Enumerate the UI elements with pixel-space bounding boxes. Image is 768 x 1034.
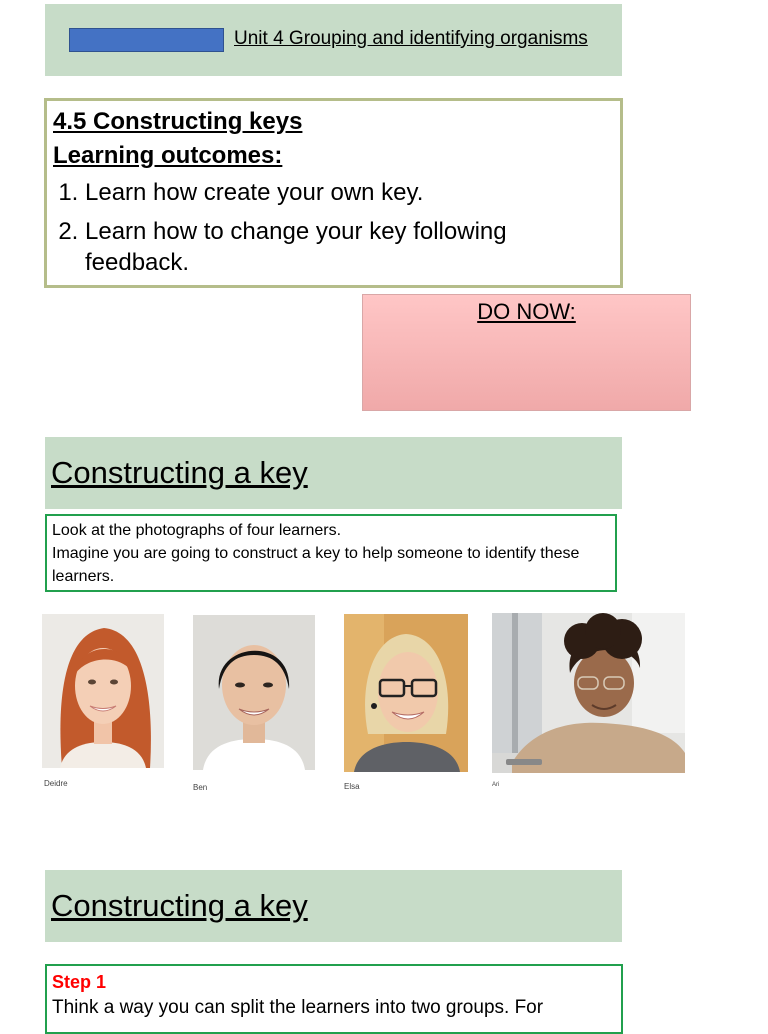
learner-name: Elsa <box>344 782 360 791</box>
outcomes-list <box>53 177 614 278</box>
lesson-heading: 4.5 Constructing keys <box>53 108 303 135</box>
deidre-photo <box>42 614 164 768</box>
section-title: Constructing a key <box>51 455 308 490</box>
section-header <box>45 870 622 942</box>
instructions-box <box>45 514 617 592</box>
do-now-box <box>362 294 691 411</box>
blue-swatch <box>69 28 224 52</box>
instruction-line: Imagine you are going to construct a key to help someone to identify these learners. <box>52 545 580 585</box>
unit-title: Unit 4 Grouping and identifying organisms <box>234 28 588 49</box>
instruction-line: Look at the photographs of four learners. <box>52 522 342 539</box>
learner-name: Deidre <box>44 779 68 788</box>
learning-outcomes-box <box>44 98 623 288</box>
section-title: Constructing a key <box>51 888 308 923</box>
step-label: Step 1 <box>52 972 107 992</box>
ben-photo <box>193 615 315 770</box>
learner-name: Ben <box>193 783 208 792</box>
learner-name: Ari <box>492 782 500 788</box>
do-now-label: DO NOW: <box>477 299 576 324</box>
elsa-photo <box>344 614 468 772</box>
ari-photo <box>492 613 685 773</box>
outcomes-subheading: Learning outcomes: <box>53 142 283 169</box>
outcome-item: 2. Learn how to change your key following feedback. <box>85 216 614 278</box>
step-text: Think a way you can split the learners into two groups. For <box>52 997 544 1018</box>
outcome-item: 1. Learn how create your own key. <box>85 177 614 208</box>
section-header <box>45 437 622 509</box>
